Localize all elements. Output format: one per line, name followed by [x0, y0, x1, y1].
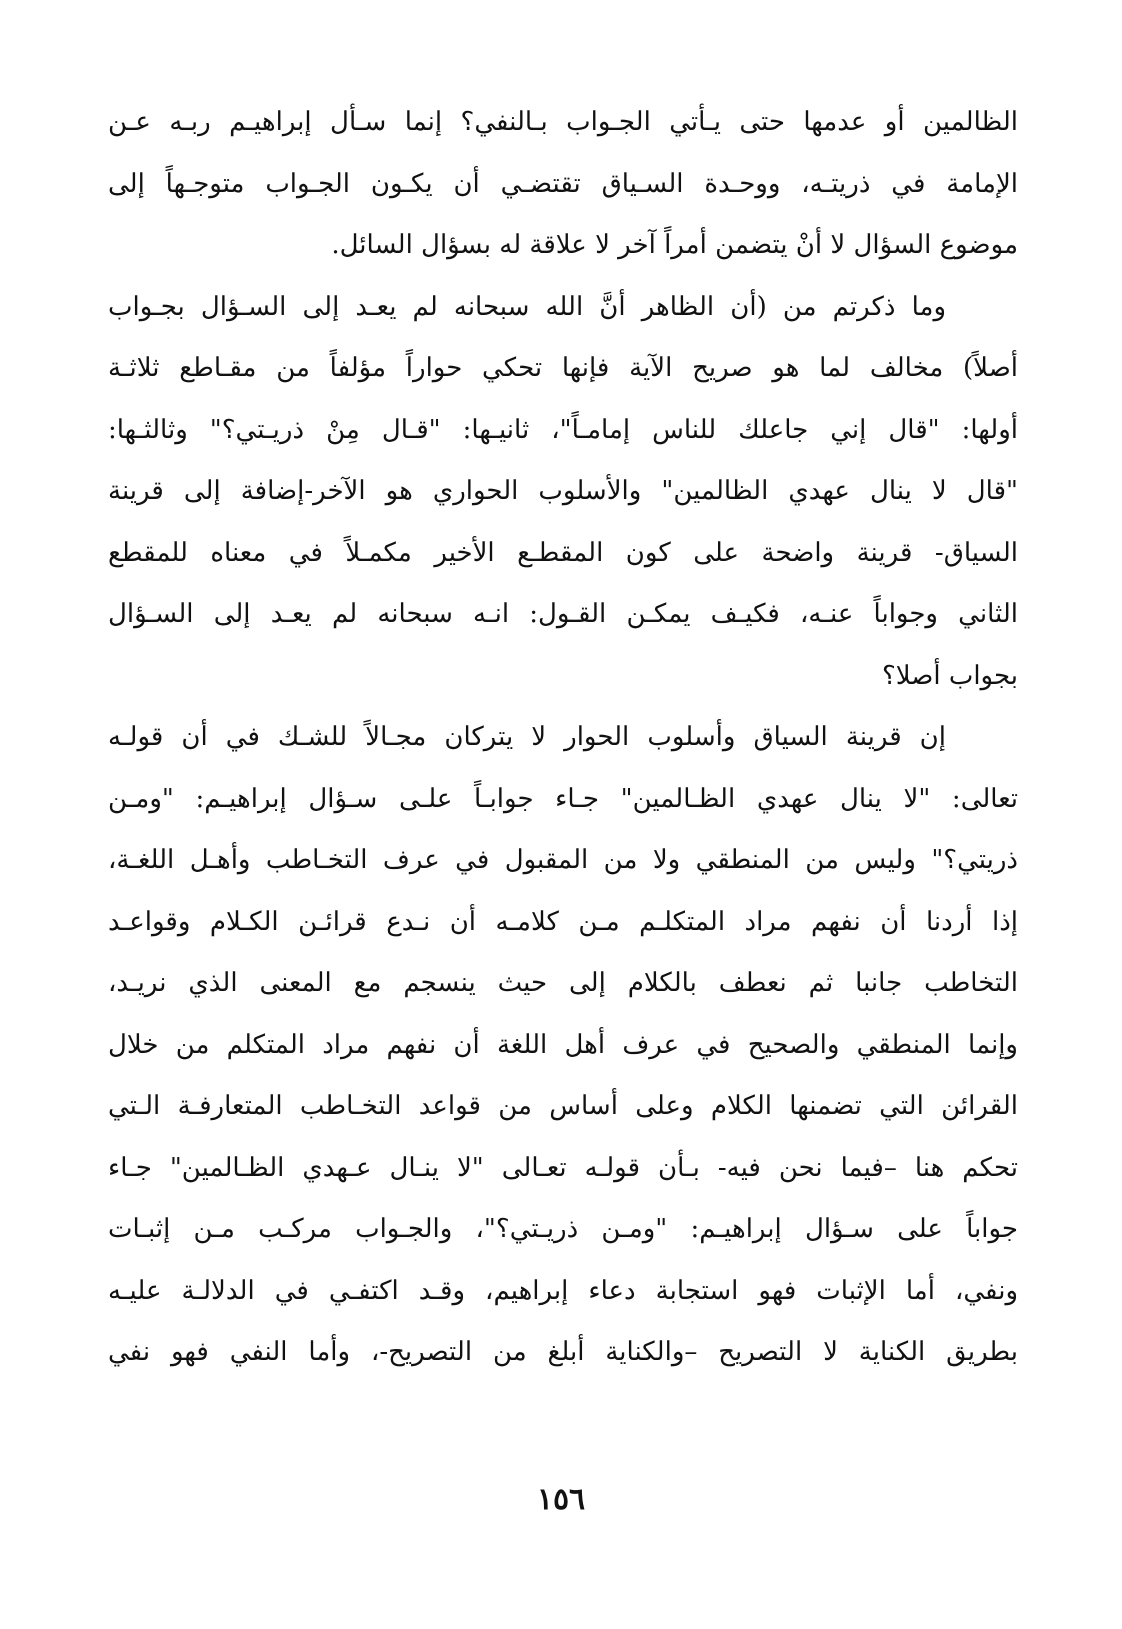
text-line: إذا أردنا أن نفهم مراد المتكلـم مـن كلامـه أن نـدع قرائـن الكـلام وقواعـد — [108, 906, 1018, 937]
text-line: موضوع السؤال لا أنْ يتضمن أمراً آخر لا علاقة له بسؤال السائل. — [331, 230, 1018, 260]
text-line: إن قرينة السياق وأسلوب الحوار لا يتركان مجـالاً للشـك في أن قولـه — [108, 722, 946, 752]
text-line: القرائن التي تضمنها الكلام وعلى أساس من قواعد التخـاطب المتعارفـة الـتي — [108, 1091, 1018, 1121]
text-line: الظالمين أو عدمها حتى يـأتي الجـواب بـالنفي؟ إنما سـأل إبراهيـم ربـه عـن — [108, 107, 1018, 137]
body-text — [108, 92, 1018, 1384]
text-line: تحكم هنا –فيما نحن فيه- بـأن قولـه تعـالى "لا ينـال عـهدي الظـالمين" جـاء — [108, 1152, 1018, 1183]
text-line: ونفي، أما الإثبات فهو استجابة دعاء إبراهيم، وقـد اكتفـي في الدلالـة عليـه — [108, 1275, 1018, 1306]
text-line: التخاطب جانبا ثم نعطف بالكلام إلى حيث ينسجم مع المعنى الذي نريـد، — [108, 968, 1018, 998]
text-line: تعالى: "لا ينال عهدي الظـالمين" جـاء جوابـاً علـى سـؤال إبراهيـم: "ومـن — [108, 783, 1018, 814]
text-line: أصلاً) مخالف لما هو صريح الآية فإنها تحكي حواراً مؤلفاً من مقـاطع ثلاثـة — [108, 353, 1018, 383]
text-line: وإنما المنطقي والصحيح في عرف أهل اللغة أن نفهم مراد المتكلم من خلال — [108, 1029, 1018, 1060]
page-number: ١٥٦ — [536, 1482, 586, 1517]
text-line: "قال لا ينال عهدي الظالمين" والأسلوب الحواري هو الآخر-إضافة إلى قرينة — [108, 476, 1018, 506]
text-line: أولها: "قال إني جاعلك للناس إمامـاً"، ثانيـها: "قـال مِنْ ذريـتي؟" وثالثـها: — [108, 414, 1018, 445]
text-line: ذريتي؟" وليس من المنطقي ولا من المقبول في عرف التخـاطب وأهـل اللغـة، — [108, 845, 1018, 875]
text-line: السياق- قرينة واضحة على كون المقطـع الأخير مكمـلاً في معناه للمقطع — [108, 537, 1018, 568]
text-line: وما ذكرتم من (أن الظاهر أنَّ الله سبحانه لم يعـد إلى السـؤال بجـواب — [108, 291, 946, 322]
text-line: الإمامة في ذريتـه، ووحـدة السـياق تقتضـي أن يكـون الجـواب متوجـهاً إلى — [108, 168, 1018, 199]
text-line: جواباً على سـؤال إبراهيـم: "ومـن ذريـتي؟"، والجـواب مركـب مـن إثبـات — [108, 1214, 1018, 1244]
text-line: بجواب أصلا؟ — [881, 660, 1018, 691]
text-line: بطريق الكناية لا التصريح –والكناية أبلغ من التصريح-، وأما النفي فهو نفي — [108, 1337, 1018, 1367]
text-line: الثاني وجواباً عنـه، فكيـف يمكـن القـول: انـه سبحانه لم يعـد إلى السـؤال — [108, 599, 1018, 629]
